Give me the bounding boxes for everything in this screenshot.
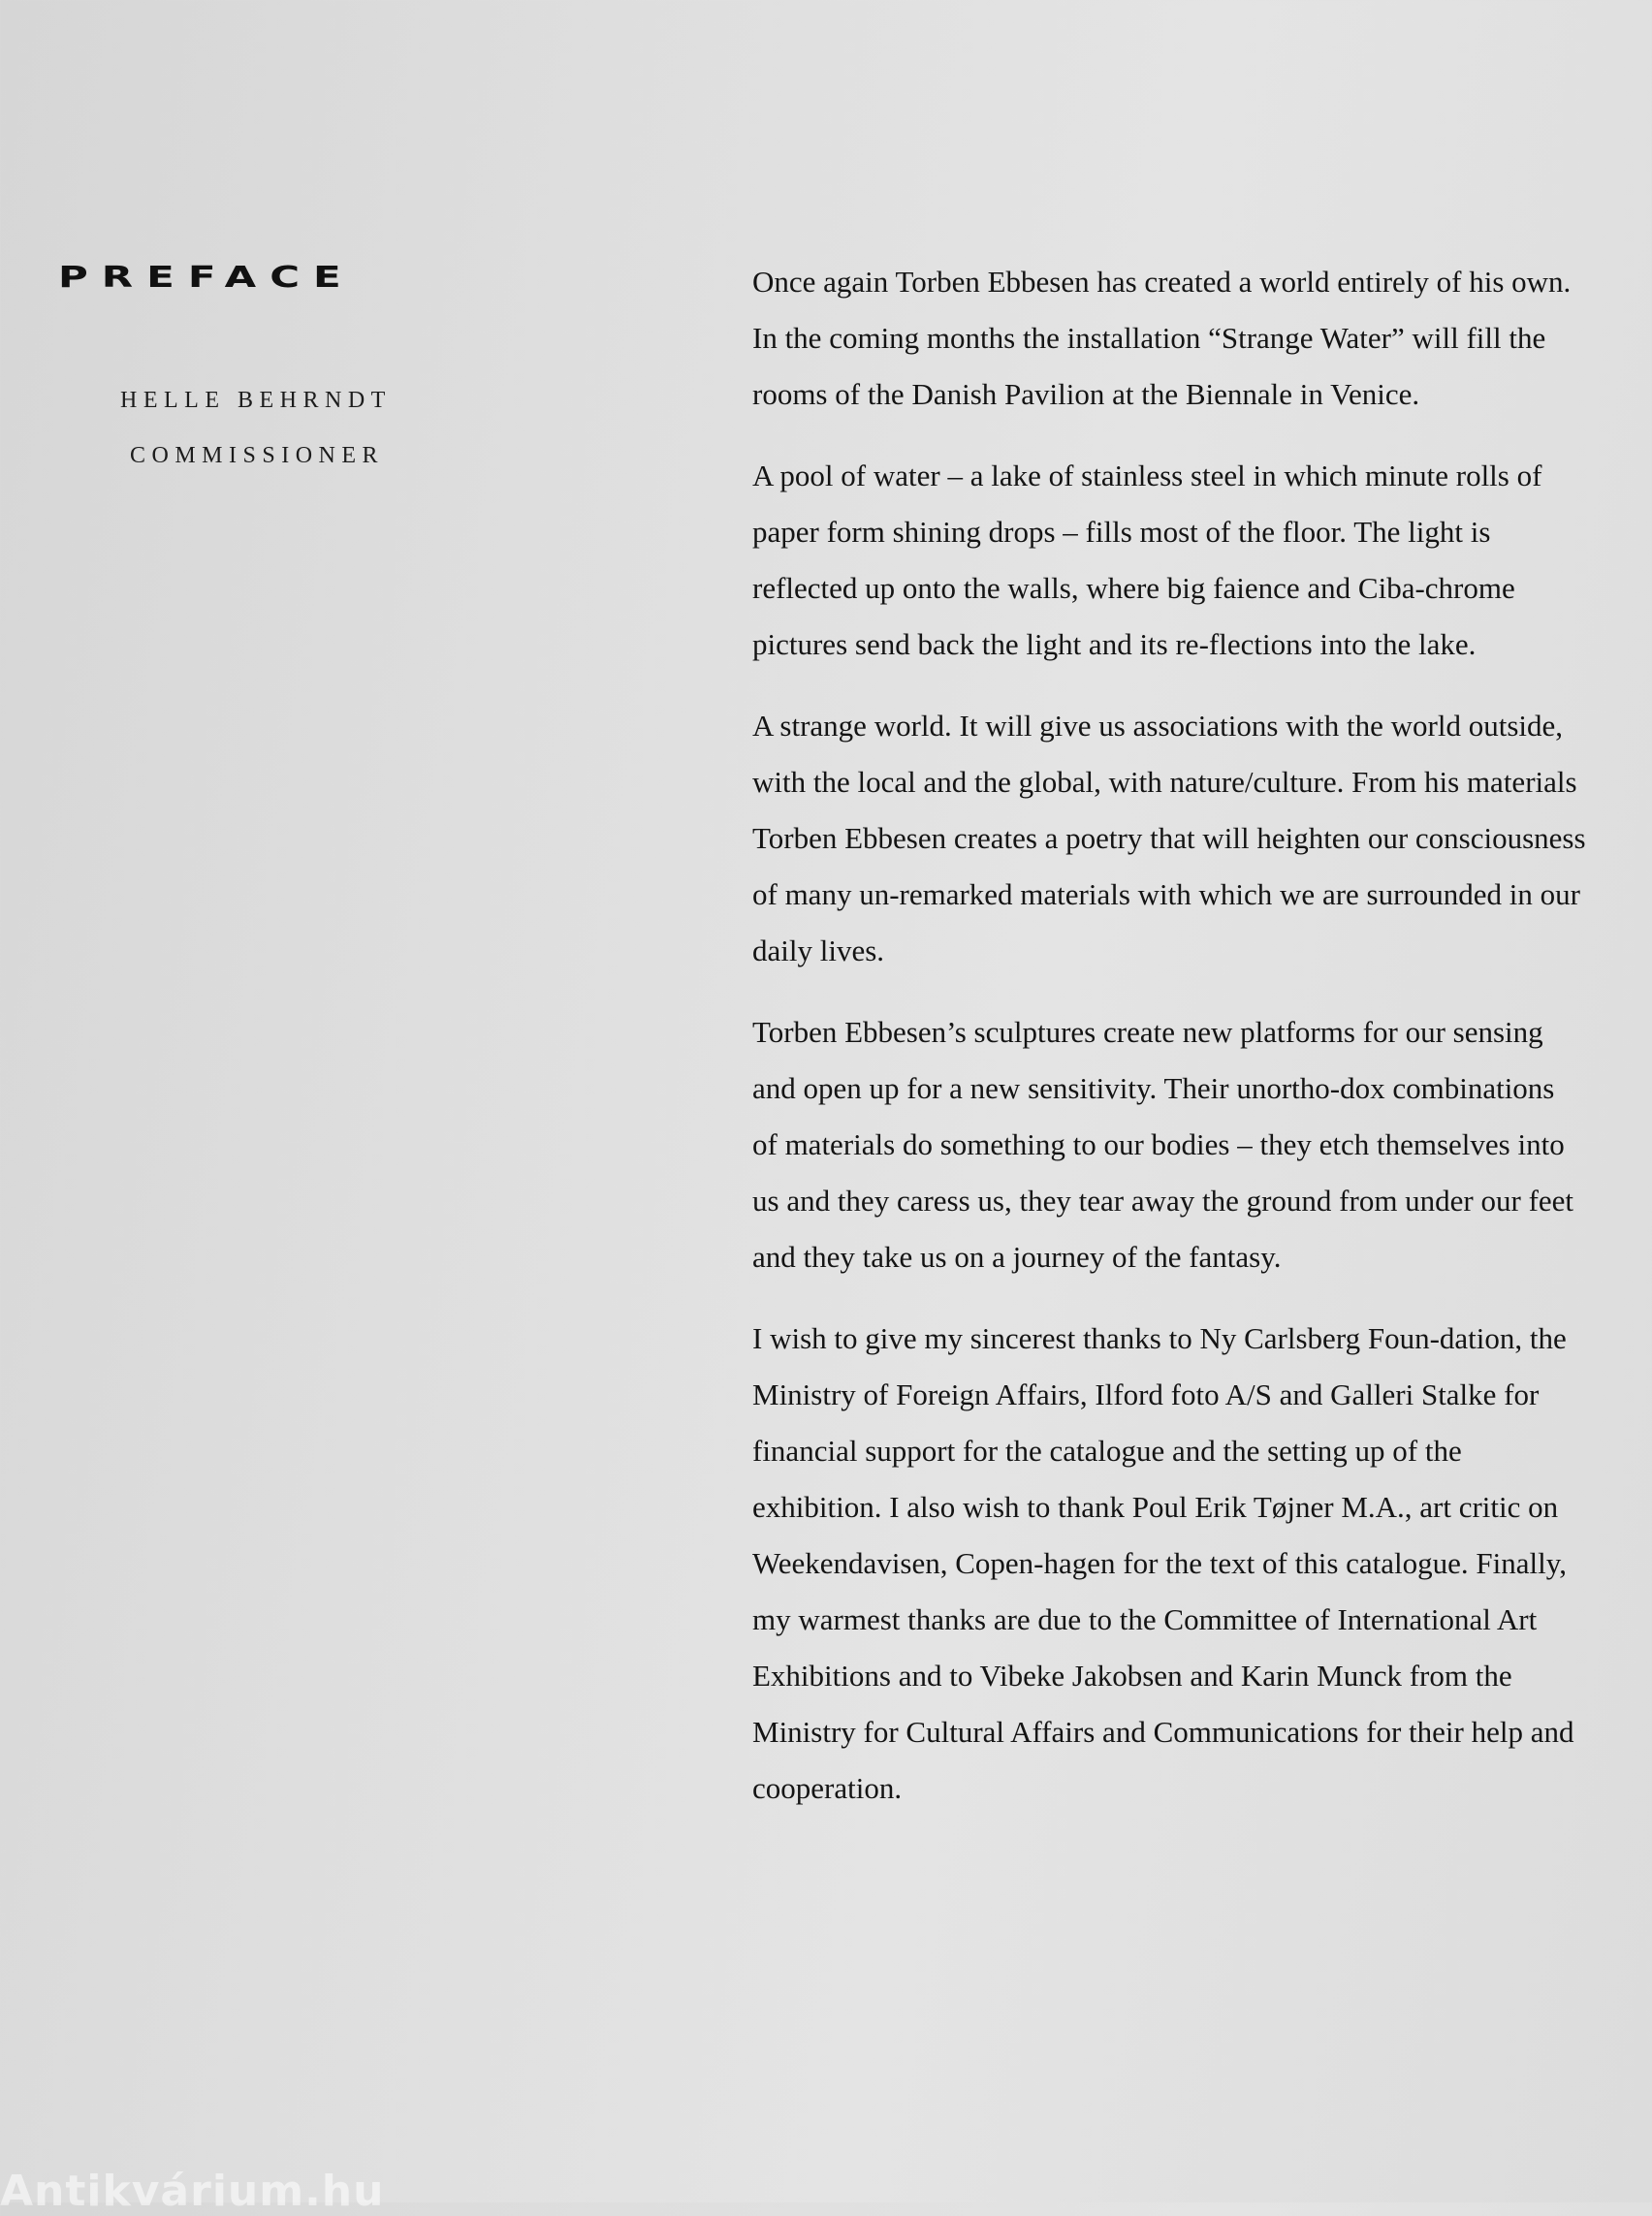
paragraph: Once again Torben Ebbesen has created a world entirely of his own. In the coming months the installation “Strange Water” will fill the rooms of the Danish Pavilion at the Biennale in Venice. <box>752 265 1572 411</box>
author-name: HELLE BEHRNDT <box>120 388 392 413</box>
page-title: PREFACE <box>58 260 355 295</box>
author-role: COMMISSIONER <box>130 443 385 468</box>
paragraph: A pool of water – a lake of stainless steel in which minute rolls of paper form shining drops – fills most of the floor. The light is reflected up onto the walls, where big faience and Ciba-chrome pictures send back the light and its re-flections into the lake. <box>752 459 1542 661</box>
watermark: Antikvárium.hu <box>0 2167 385 2216</box>
paragraph: I wish to give my sincerest thanks to Ny Carlsberg Foun-dation, the Ministry of Foreign Affairs, Ilford foto A/S and Galleri Stalke for financial support for the catalogue and the setting up of the exhibition. I also wish to thank Poul Erik Tøjner M.A., art critic on Weekendavisen, Copen-hagen for the text of this catalogue. Finally, my warmest thanks are due to the Committee of International Art Exhibitions and to Vibeke Jakobsen and Karin Munck from the Ministry for Cultural Affairs and Communications for their help and cooperation. <box>752 1321 1574 1805</box>
paragraph: A strange world. It will give us associations with the world outside, with the local and the global, with nature/culture. From his materials Torben Ebbesen creates a poetry that will heighten our consciousness of many un-remarked materials with which we are surrounded in our daily lives. <box>752 709 1586 967</box>
preface-body <box>752 254 1586 1842</box>
paragraph: Torben Ebbesen’s sculptures create new platforms for our sensing and open up for a new sensitivity. Their unortho-dox combinations of materials do something to our bodies – they etch themselves into us and they caress us, they tear away the ground from under our feet and they take us on a journey of the fantasy. <box>752 1015 1574 1274</box>
